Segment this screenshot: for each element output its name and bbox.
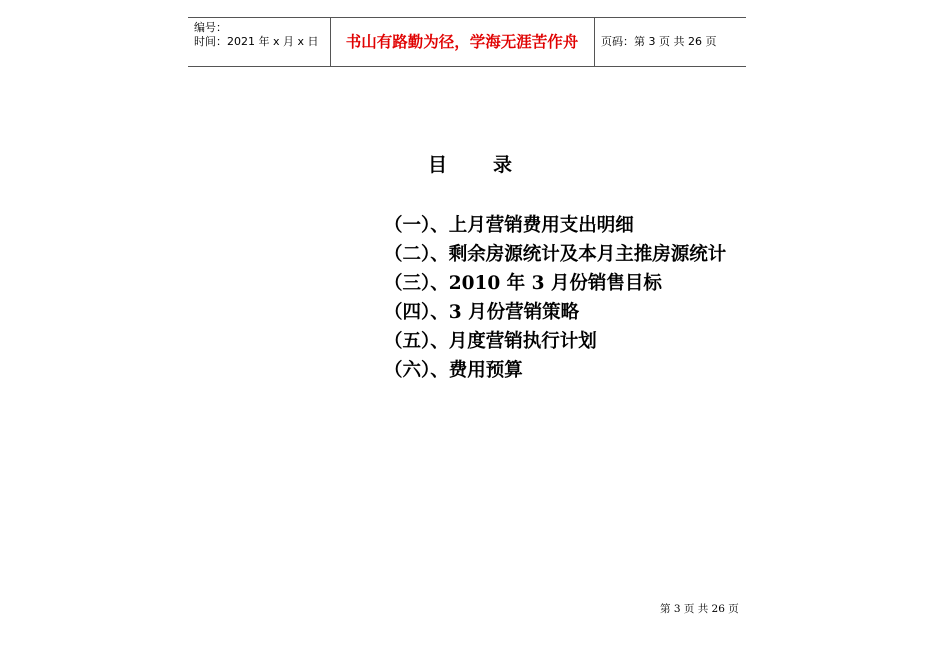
header-divider-right: [594, 18, 595, 66]
toc-list: [384, 211, 726, 385]
header-motto: 书山有路勤为径，学海无涯苦作舟: [345, 32, 579, 51]
toc-title: 目录: [428, 154, 559, 176]
header-meta: [194, 21, 319, 49]
serial-number-label: 编号：: [194, 21, 227, 34]
page-header: [188, 17, 746, 67]
toc-item: （三）、2010 年 3 月份销售目标: [384, 273, 662, 294]
footer-page-number: 第 3 页 共 26 页: [660, 603, 739, 615]
toc-item: （一）、上月营销费用支出明细: [384, 215, 634, 236]
toc-item: （四）、3 月份营销策略: [384, 302, 580, 323]
date-label: 时间：2021 年 x 月 x 日: [194, 35, 319, 48]
toc-item: （二）、剩余房源统计及本月主推房源统计: [384, 244, 727, 265]
toc-item: （六）、费用预算: [384, 360, 523, 381]
toc-item: （五）、月度营销执行计划: [384, 331, 597, 352]
header-page-number: 页码：第 3 页 共 26 页: [601, 35, 717, 48]
